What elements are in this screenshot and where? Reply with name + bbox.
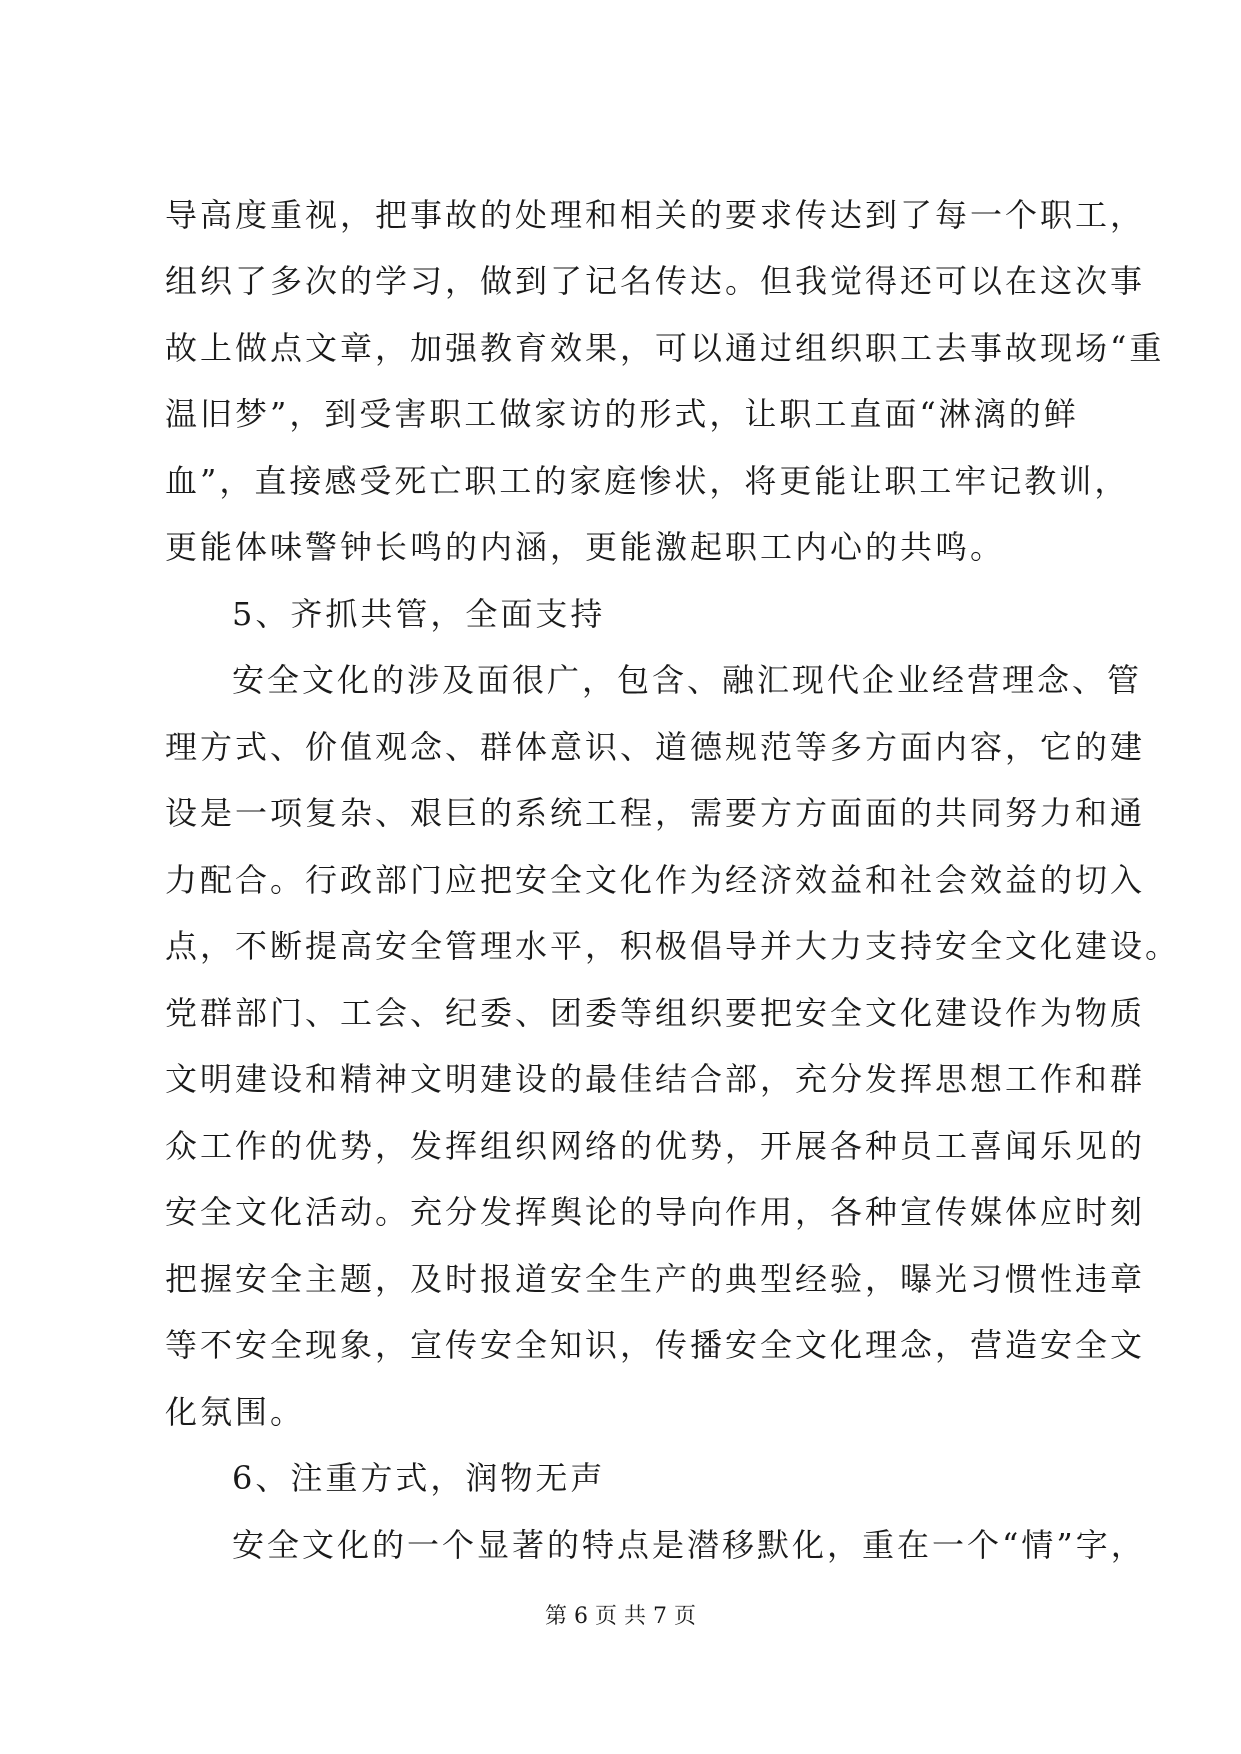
paragraph-line: 力配合。行政部门应把安全文化作为经济效益和社会效益的切入 xyxy=(165,861,1146,899)
paragraph-line: 党群部门、工会、纪委、团委等组织要把安全文化建设作为物质 xyxy=(165,994,1146,1032)
section-heading: 5、齐抓共管，全面支持 xyxy=(232,595,606,633)
paragraph-line: 安全文化的一个显著的特点是潜移默化，重在一个“情”字， xyxy=(232,1526,1146,1564)
paragraph-line: 安全文化的涉及面很广，包含、融汇现代企业经营理念、管 xyxy=(232,661,1143,699)
paragraph-line: 理方式、价值观念、群体意识、道德规范等多方面内容，它的建 xyxy=(165,728,1146,766)
paragraph-line: 更能体味警钟长鸣的内涵，更能激起职工内心的共鸣。 xyxy=(165,528,1006,566)
paragraph-line: 血”，直接感受死亡职工的家庭惨状，将更能让职工牢记教训， xyxy=(165,462,1130,500)
paragraph-line: 众工作的优势，发挥组织网络的优势，开展各种员工喜闻乐见的 xyxy=(165,1127,1146,1165)
paragraph-line: 组织了多次的学习，做到了记名传达。但我觉得还可以在这次事 xyxy=(165,262,1146,300)
paragraph-line: 文明建设和精神文明建设的最佳结合部，充分发挥思想工作和群 xyxy=(165,1060,1146,1098)
paragraph-line: 设是一项复杂、艰巨的系统工程，需要方方面面的共同努力和通 xyxy=(165,794,1146,832)
paragraph-line: 温旧梦”，到受害职工做家访的形式，让职工直面“淋漓的鲜 xyxy=(165,395,1079,433)
paragraph-line: 安全文化活动。充分发挥舆论的导向作用，各种宣传媒体应时刻 xyxy=(165,1193,1146,1231)
paragraph-line: 故上做点文章，加强教育效果，可以通过组织职工去事故现场“重 xyxy=(165,329,1165,367)
section-heading: 6、注重方式，润物无声 xyxy=(232,1459,606,1497)
paragraph-line: 等不安全现象，宣传安全知识，传播安全文化理念，营造安全文 xyxy=(165,1326,1146,1364)
paragraph-line: 化氛围。 xyxy=(165,1393,306,1431)
paragraph-line: 把握安全主题，及时报道安全生产的典型经验，曝光习惯性违章 xyxy=(165,1260,1146,1298)
paragraph-line: 导高度重视，把事故的处理和相关的要求传达到了每一个职工， xyxy=(165,196,1146,234)
paragraph-line: 点，不断提高安全管理水平，积极倡导并大力支持安全文化建设。 xyxy=(165,927,1181,965)
page-number-footer: 第 6 页 共 7 页 xyxy=(545,1604,696,1629)
